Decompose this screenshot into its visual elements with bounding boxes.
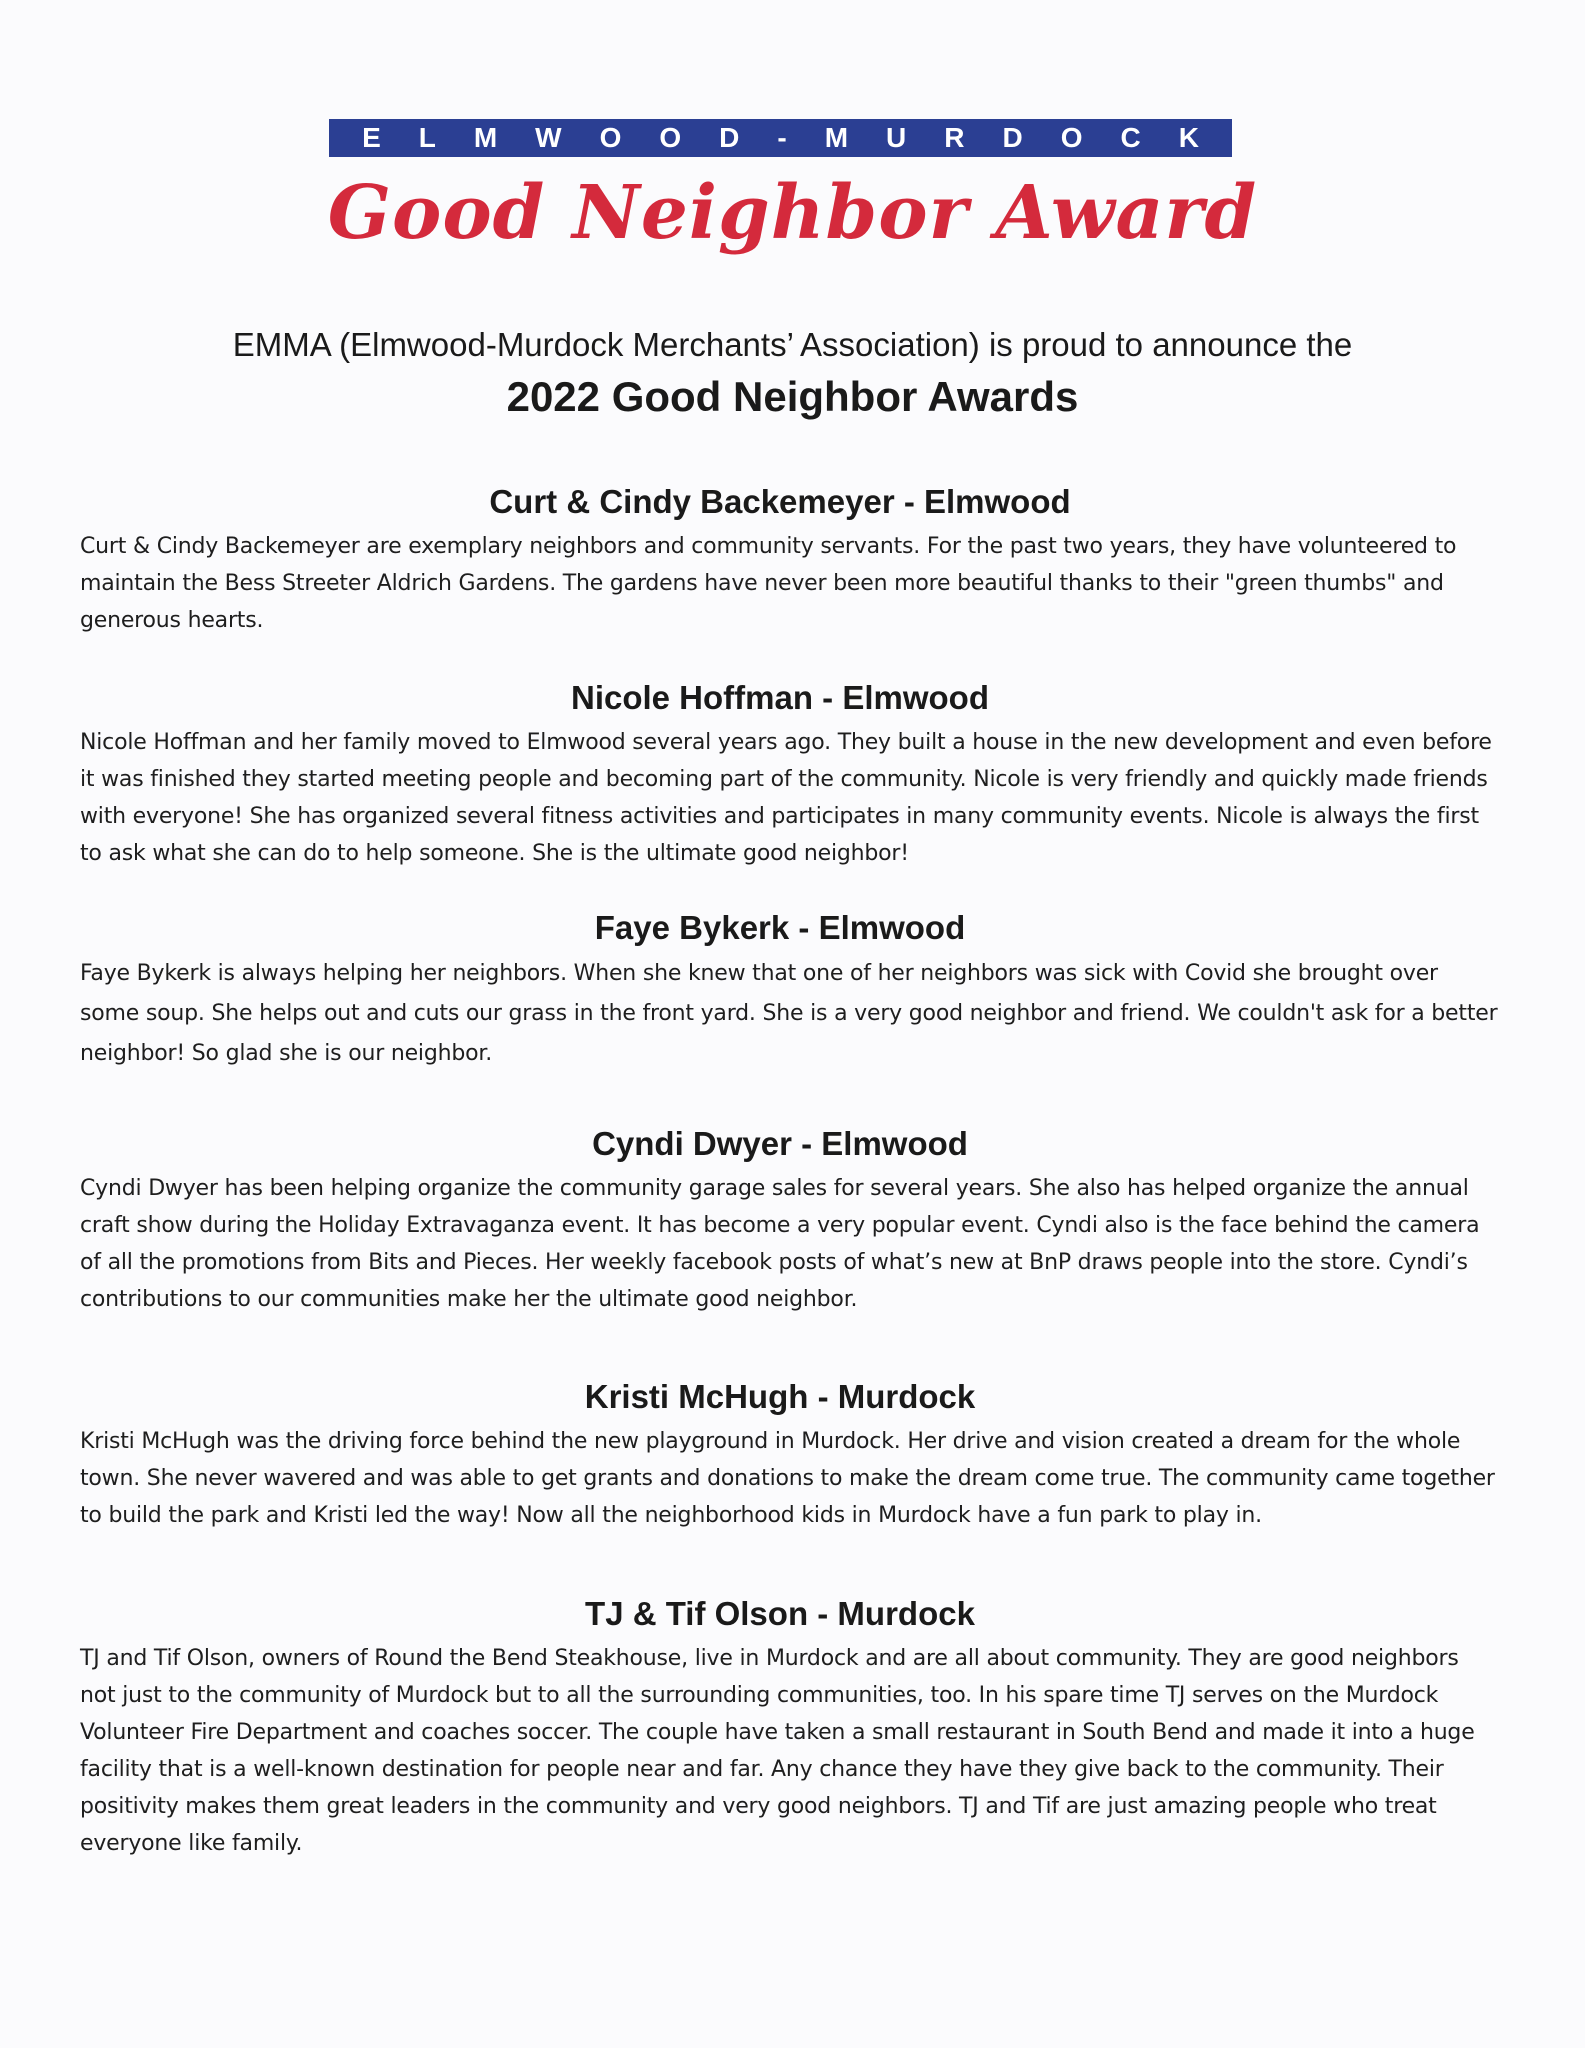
award-section-dwyer xyxy=(80,1124,1500,1318)
award-heading: Faye Bykerk - Elmwood xyxy=(594,909,966,946)
script-title-logo: Good Neighbor Award xyxy=(327,170,1258,256)
banner xyxy=(329,119,1237,157)
award-heading: Cyndi Dwyer - Elmwood xyxy=(592,1125,968,1162)
award-body: Kristi McHugh was the driving force behind the new playground in Murdock. Her drive and vision created a dream for the whole town. She never wavered and was able to get grants and donations to make the dream come true. The community came together to build the park and Kristi led the way! Now all the neighborhood kids in Murdock have a fun park to play in. xyxy=(80,1429,1495,1528)
award-body: Nicole Hoffman and her family moved to Elmwood several years ago. They built a house in the new development and even before it was finished they started meeting people and becoming part of the community. Nicole is very friendly and quickly made friends with everyone! She has organized several fitness activities and participates in many community events. Nicole is always the first to ask what she can do to help someone. She is the ultimate good neighbor! xyxy=(80,730,1492,866)
award-body: Faye Bykerk is always helping her neighbors. When she knew that one of her neighbors was sick with Covid she brought over some soup. She helps out and cuts our grass in the front yard. She is a very good neighbor and friend. We couldn't ask for a better neighbor! So glad she is our neighbor. xyxy=(80,961,1498,1066)
page-title: 2022 Good Neighbor Awards xyxy=(506,373,1079,420)
award-section-hoffman xyxy=(80,678,1500,872)
award-heading: Kristi McHugh - Murdock xyxy=(584,1378,976,1415)
announcement-line: EMMA (Elmwood-Murdock Merchants’ Association) is proud to announce the xyxy=(232,326,1353,363)
award-body: TJ and Tif Olson, owners of Round the Bend Steakhouse, live in Murdock and are all about community. They are good neighbors not just to the community of Murdock but to all the surrounding communities, too. In his spare time TJ serves on the Murdock Volunteer Fire Department and coaches soccer. The couple have taken a small restaurant in South Bend and made it into a huge facility that is a well-known destination for people near and far. Any chance they have they give back to the community. Their positivity makes them great leaders in the community and very good neighbors. TJ and Tif are just amazing people who treat everyone like family. xyxy=(80,1646,1475,1856)
award-section-backemeyer xyxy=(80,482,1500,639)
award-body: Cyndi Dwyer has been helping organize the community garage sales for several years. She also has helped organize the annual craft show during the Holiday Extravaganza event. It has become a very popular event. Cyndi also is the face behind the camera of all the promotions from Bits and Pieces. Her weekly facebook posts of what’s new at BnP draws people into the store. Cyndi’s contributions to our communities make her the ultimate good neighbor. xyxy=(80,1176,1480,1312)
award-section-bykerk xyxy=(80,908,1500,1074)
award-body: Curt & Cindy Backemeyer are exemplary neighbors and community servants. For the past two years, they have volunteered to maintain the Bess Streeter Aldrich Gardens. The gardens have never been more beautiful thanks to their "green thumbs" and generous hearts. xyxy=(80,534,1457,633)
award-section-mchugh xyxy=(80,1377,1500,1534)
award-heading: Nicole Hoffman - Elmwood xyxy=(570,679,989,716)
award-heading: TJ & Tif Olson - Murdock xyxy=(585,1595,975,1632)
banner-text: ELMWOOD-MURDOCK xyxy=(362,122,1237,153)
award-heading: Curt & Cindy Backemeyer - Elmwood xyxy=(489,483,1071,520)
award-section-olson xyxy=(80,1594,1500,1862)
